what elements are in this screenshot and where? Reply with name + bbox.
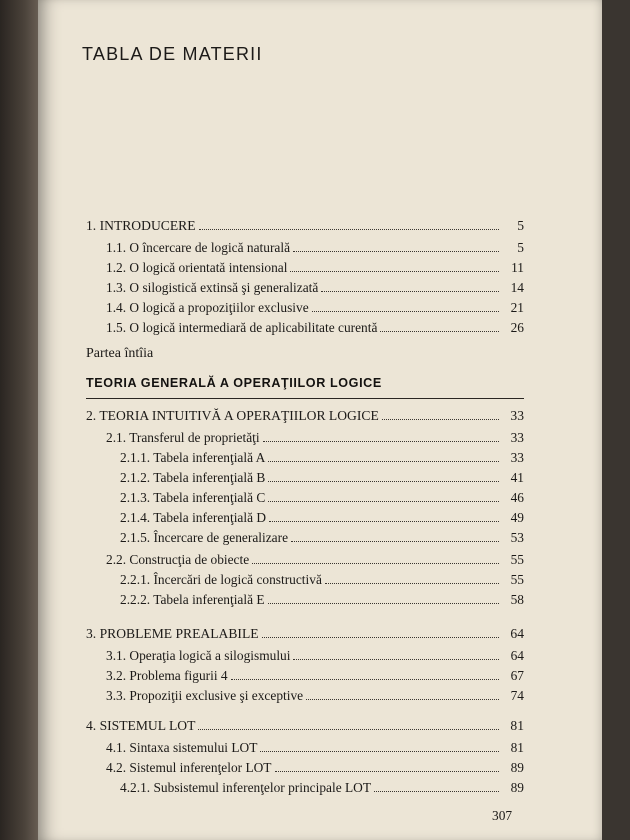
book-spine [0, 0, 40, 840]
toc-entry-2-2 [106, 550, 524, 568]
entry-page: 33 [510, 430, 524, 445]
toc-entry-3-2 [106, 666, 524, 684]
entry-page: 41 [510, 470, 524, 485]
toc-entry-1-5 [106, 318, 524, 336]
leader-dots [198, 729, 499, 730]
page-number: 307 [492, 808, 513, 823]
leader-dots [260, 751, 499, 752]
leader-dots [291, 541, 499, 542]
entry-title: 1.4. O logică a propoziţiilor exclusive [106, 300, 309, 315]
entry-title: 3.2. Problema figurii 4 [106, 668, 228, 683]
entry-page: 46 [510, 490, 524, 505]
entry-page: 74 [510, 688, 524, 703]
leader-dots [325, 583, 499, 584]
entry-title: 1. INTRODUCERE [86, 218, 196, 233]
entry-title: 2.1. Transferul de proprietăţi [106, 430, 260, 445]
entry-page: 14 [510, 280, 524, 295]
toc-entry-4-1 [106, 738, 524, 756]
toc-entry-3-3 [106, 686, 524, 704]
entry-page: 89 [510, 760, 524, 775]
leader-dots [268, 603, 499, 604]
section-rule [86, 398, 524, 399]
entry-page: 67 [510, 668, 524, 683]
entry-page: 26 [510, 320, 524, 335]
leader-dots [306, 699, 499, 700]
entry-page: 55 [510, 572, 524, 587]
toc-entry-4-2 [106, 758, 524, 776]
leader-dots [293, 659, 499, 660]
entry-title: 4.2. Sistemul inferenţelor LOT [106, 760, 272, 775]
leader-dots [252, 563, 499, 564]
toc-entry-chapter-4 [86, 716, 524, 734]
leader-dots [382, 419, 499, 420]
entry-title: 2.1.4. Tabela inferenţială D [120, 510, 267, 525]
entry-title: 3.1. Operaţia logică a silogismului [106, 648, 291, 663]
toc-entry-4-2-1 [120, 778, 524, 796]
entry-page: 89 [510, 780, 524, 795]
entry-page: 5 [517, 218, 524, 233]
part-label: Partea întîia [86, 346, 154, 361]
entry-page: 5 [517, 240, 524, 255]
toc-entry-1-1 [106, 238, 524, 256]
entry-page: 81 [510, 740, 524, 755]
entry-title: 3. PROBLEME PREALABILE [86, 626, 259, 641]
entry-title: 1.5. O logică intermediară de aplicabilitate curentă [106, 320, 378, 335]
entry-page: 33 [510, 408, 524, 423]
toc-entry-1-2 [106, 258, 524, 276]
entry-title: 4.2.1. Subsistemul inferenţelor principale LOT [120, 780, 372, 795]
toc-entry-2-1-5 [120, 528, 524, 546]
entry-page: 49 [510, 510, 524, 525]
entry-title: 3.3. Propoziţii exclusive şi exceptive [106, 688, 304, 703]
leader-dots [262, 637, 499, 638]
toc-entry-chapter-3 [86, 624, 524, 642]
leader-dots [321, 291, 499, 292]
toc-entry-chapter-2 [86, 406, 524, 424]
leader-dots [312, 311, 499, 312]
toc-entry-2-2-2 [120, 590, 524, 608]
toc-entry-2-1 [106, 428, 524, 446]
entry-title: 2.1.5. Încercare de generalizare [120, 530, 289, 545]
entry-title: 1.2. O logică orientată intensional [106, 260, 288, 275]
leader-dots [268, 461, 499, 462]
entry-page: 11 [511, 260, 524, 275]
entry-title: 2.1.1. Tabela inferenţială A [120, 450, 266, 465]
entry-title: 2.1.2. Tabela inferenţială B [120, 470, 266, 485]
part-title: TEORIA GENERALĂ A OPERAŢIILOR LOGICE [86, 376, 382, 390]
toc-entry-2-2-1 [120, 570, 524, 588]
entry-page: 58 [510, 592, 524, 607]
entry-title: 4.1. Sintaxa sistemului LOT [106, 740, 258, 755]
toc-entry-3-1 [106, 646, 524, 664]
entry-page: 53 [510, 530, 524, 545]
entry-title: 2. TEORIA INTUITIVĂ A OPERAŢIILOR LOGICE [86, 408, 379, 423]
entry-page: 21 [510, 300, 524, 315]
entry-title: 1.3. O silogistică extinsă şi generalizată [106, 280, 319, 295]
entry-title: 2.1.3. Tabela inferenţială C [120, 490, 266, 505]
toc-title: TABLA DE MATERII [82, 44, 263, 64]
leader-dots [374, 791, 499, 792]
toc-entry-2-1-3 [120, 488, 524, 506]
entry-title: 2.2. Construcţia de obiecte [106, 552, 250, 567]
leader-dots [231, 679, 499, 680]
leader-dots [263, 441, 499, 442]
entry-page: 64 [510, 626, 524, 641]
entry-title: 2.2.2. Tabela inferenţială E [120, 592, 265, 607]
entry-title: 2.2.1. Încercări de logică constructivă [120, 572, 322, 587]
toc-entry-1-4 [106, 298, 524, 316]
entry-title: 1.1. O încercare de logică naturală [106, 240, 291, 255]
leader-dots [380, 331, 499, 332]
toc-entry-chapter-1 [86, 216, 524, 234]
toc-entry-2-1-1 [120, 448, 524, 466]
toc-entry-2-1-4 [120, 508, 524, 526]
toc-entry-1-3 [106, 278, 524, 296]
leader-dots [275, 771, 500, 772]
entry-page: 64 [510, 648, 524, 663]
entry-title: 4. SISTEMUL LOT [86, 718, 196, 733]
leader-dots [199, 229, 499, 230]
leader-dots [268, 481, 499, 482]
toc-entry-2-1-2 [120, 468, 524, 486]
leader-dots [290, 271, 499, 272]
entry-page: 33 [510, 450, 524, 465]
entry-page: 55 [510, 552, 524, 567]
leader-dots [269, 521, 499, 522]
entry-page: 81 [510, 718, 524, 733]
leader-dots [268, 501, 499, 502]
leader-dots [293, 251, 499, 252]
